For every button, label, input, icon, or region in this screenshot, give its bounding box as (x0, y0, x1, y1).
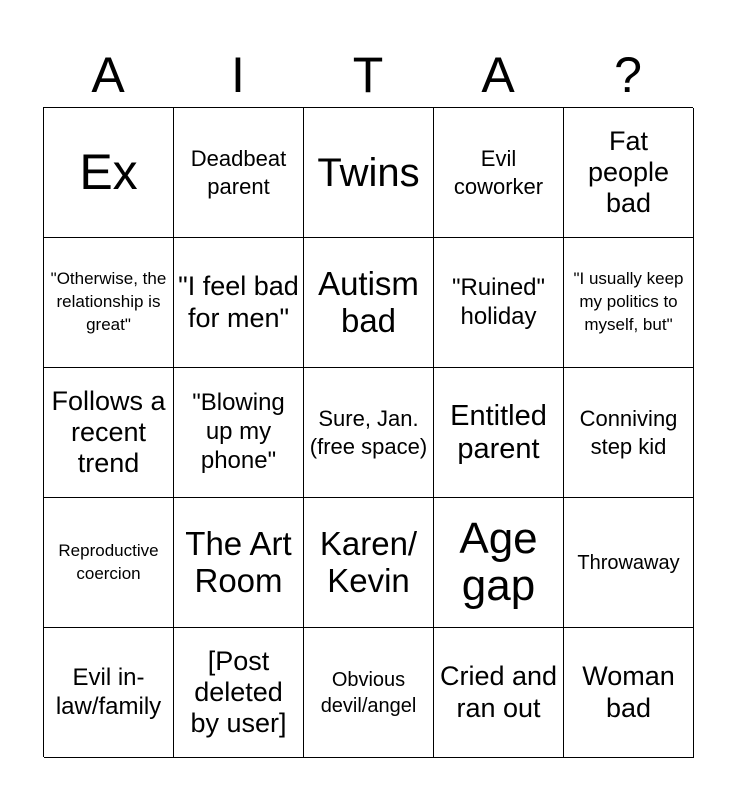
bingo-cell-r5c5[interactable] (564, 628, 694, 758)
cell-text: Age gap (459, 514, 538, 610)
cell-text: Cried and ran out (439, 661, 558, 723)
cell-text: Throwaway (577, 551, 680, 574)
cell-text: Conniving step kid (579, 406, 678, 459)
bingo-cell-r4c2[interactable] (174, 498, 304, 628)
bingo-cell-r3c2[interactable] (174, 368, 304, 498)
cell-text: Fat people bad (587, 125, 670, 219)
bingo-cell-r4c1[interactable] (44, 498, 174, 628)
cell-text: Evil in-law/family (55, 663, 162, 720)
cell-text: Follows a recent trend (51, 385, 166, 479)
cell-text: [Post deleted by user] (190, 645, 287, 739)
cell-text: "Otherwise, the relationship is great" (50, 269, 167, 334)
cell-text: Obvious devil/angel (320, 668, 417, 717)
bingo-cell-r5c3[interactable] (304, 628, 434, 758)
cell-text: Deadbeat parent (190, 146, 287, 199)
bingo-cell-r3c5[interactable] (564, 368, 694, 498)
cell-text: "I usually keep my politics to myself, but" (573, 269, 684, 334)
bingo-cell-r1c5[interactable] (564, 108, 694, 238)
bingo-cell-r5c4[interactable] (434, 628, 564, 758)
header-letter-question: ? (614, 47, 642, 103)
bingo-cell-r1c1[interactable] (44, 108, 174, 238)
bingo-cell-r2c3[interactable] (304, 238, 434, 368)
cell-text: Evil coworker (453, 146, 544, 199)
bingo-cell-r5c2[interactable] (174, 628, 304, 758)
bingo-cell-r1c4[interactable] (434, 108, 564, 238)
cell-text: Karen/ Kevin (319, 525, 418, 599)
header-letter-a: A (91, 47, 125, 103)
cell-text: Sure, Jan. (free space) (309, 406, 428, 459)
bingo-cell-r1c2[interactable] (174, 108, 304, 238)
header-letter-i: I (231, 47, 245, 103)
bingo-cell-r1c3[interactable] (304, 108, 434, 238)
cell-text: Reproductive coercion (58, 540, 159, 583)
cell-text: "Blowing up my phone" (192, 389, 285, 474)
bingo-cell-r3c3[interactable] (304, 368, 434, 498)
bingo-header (43, 44, 693, 106)
bingo-cell-r2c2[interactable] (174, 238, 304, 368)
header-letter-a-second: A (481, 47, 515, 103)
cell-text: Autism bad (318, 265, 419, 339)
header-letter-t: T (352, 47, 384, 103)
bingo-board (43, 107, 693, 757)
bingo-cell-r4c5[interactable] (564, 498, 694, 628)
bingo-cell-r2c1[interactable] (44, 238, 174, 368)
bingo-cell-r5c1[interactable] (44, 628, 174, 758)
cell-text: Woman bad (582, 661, 675, 723)
cell-text: Twins (317, 150, 420, 195)
bingo-cell-r2c4[interactable] (434, 238, 564, 368)
bingo-cell-r2c5[interactable] (564, 238, 694, 368)
cell-text: "Ruined" holiday (451, 273, 546, 330)
bingo-cell-r3c1[interactable] (44, 368, 174, 498)
bingo-cell-r4c4[interactable] (434, 498, 564, 628)
bingo-cell-r4c3[interactable] (304, 498, 434, 628)
cell-text: Entitled parent (450, 400, 547, 465)
cell-text: "I feel bad for men" (178, 271, 299, 333)
bingo-cell-r3c4[interactable] (434, 368, 564, 498)
cell-text: The Art Room (185, 525, 292, 599)
cell-text: Ex (79, 144, 138, 201)
